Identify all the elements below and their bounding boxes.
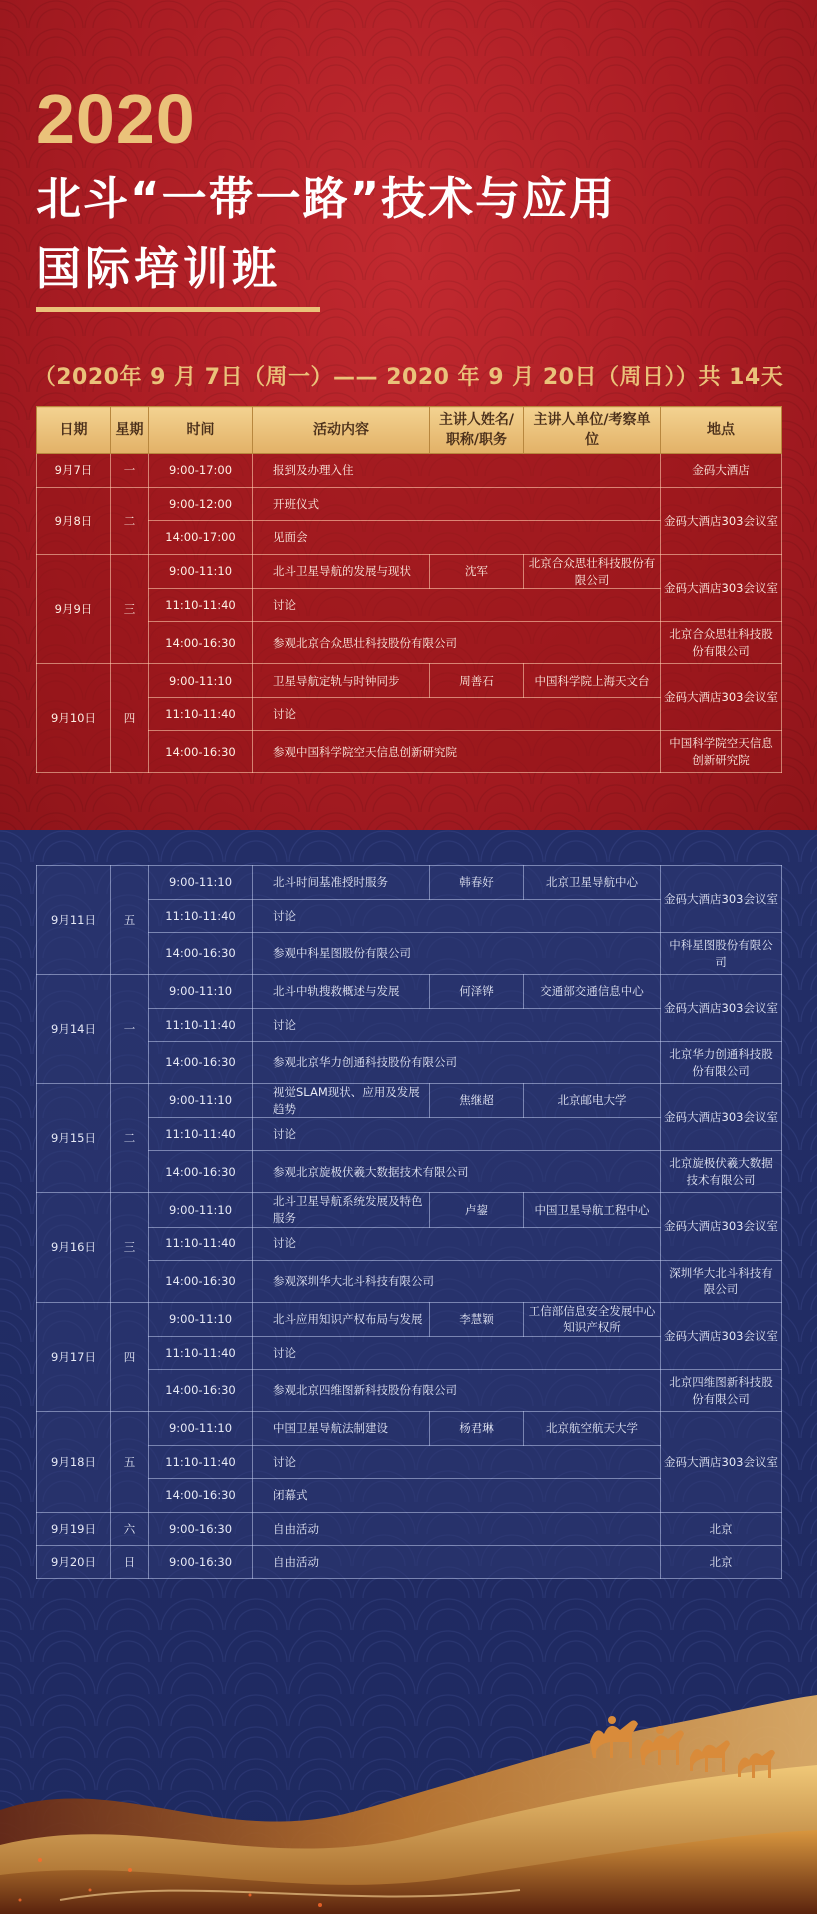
title-line-1: 北斗“一带一路”技术与应用 [36, 172, 617, 225]
table-row [37, 664, 782, 698]
cell-activity: 自由活动 [253, 1513, 661, 1546]
cell-activity: 参观中国科学院空天信息创新研究院 [253, 731, 661, 773]
cell-weekday: 一 [111, 975, 149, 1084]
cell-activity: 报到及办理入住 [253, 454, 661, 488]
cell-time: 9:00-11:10 [149, 975, 253, 1009]
cell-place: 金码大酒店303会议室 [661, 1084, 782, 1151]
cell-date: 9月7日 [37, 454, 111, 488]
cell-activity: 卫星导航定轨与时钟同步 [253, 664, 430, 698]
desert-caravan-illustration [0, 1660, 817, 1914]
cell-place: 北京四维图新科技股份有限公司 [661, 1370, 782, 1412]
cell-place: 金码大酒店 [661, 454, 782, 488]
cell-date: 9月14日 [37, 975, 111, 1084]
schedule-table-part1 [36, 406, 782, 773]
table-row [37, 1193, 782, 1227]
cell-weekday: 日 [111, 1546, 149, 1579]
table-row [37, 866, 782, 900]
cell-place: 金码大酒店303会议室 [661, 866, 782, 933]
table-row [37, 1260, 782, 1302]
cell-speaker: 何泽铧 [430, 975, 524, 1009]
cell-time: 11:10-11:40 [149, 1118, 253, 1151]
cell-weekday: 四 [111, 1302, 149, 1411]
cell-speaker: 沈军 [430, 555, 524, 589]
cell-activity: 讨论 [253, 1227, 661, 1260]
cell-time: 11:10-11:40 [149, 900, 253, 933]
cell-time: 9:00-11:10 [149, 555, 253, 589]
cell-place: 北京 [661, 1546, 782, 1579]
cell-speaker: 李慧颖 [430, 1302, 524, 1336]
cell-place: 中国科学院空天信息创新研究院 [661, 731, 782, 773]
cell-activity: 讨论 [253, 698, 661, 731]
cell-activity: 参观北京旋极伏羲大数据技术有限公司 [253, 1151, 661, 1193]
cell-time: 11:10-11:40 [149, 589, 253, 622]
cell-activity: 北斗卫星导航的发展与现状 [253, 555, 430, 589]
cell-date: 9月9日 [37, 555, 111, 664]
header-speaker: 主讲人姓名/职称/职务 [430, 407, 524, 454]
cell-speaker: 周善石 [430, 664, 524, 698]
cell-activity: 讨论 [253, 1446, 661, 1479]
cell-time: 9:00-11:10 [149, 1084, 253, 1118]
cell-time: 9:00-11:10 [149, 1302, 253, 1336]
cell-unit: 北京航空航天大学 [524, 1412, 661, 1446]
cell-date: 9月19日 [37, 1513, 111, 1546]
table-row [37, 454, 782, 488]
cell-date: 9月11日 [37, 866, 111, 975]
cell-speaker: 韩春好 [430, 866, 524, 900]
cell-unit: 北京邮电大学 [524, 1084, 661, 1118]
cell-activity: 见面会 [253, 521, 661, 555]
cell-time: 11:10-11:40 [149, 1009, 253, 1042]
cell-unit: 中国科学院上海天文台 [524, 664, 661, 698]
cell-place: 北京华力创通科技股份有限公司 [661, 1042, 782, 1084]
cell-activity: 参观深圳华大北斗科技有限公司 [253, 1260, 661, 1302]
cell-date: 9月8日 [37, 488, 111, 555]
title-line-2: 国际培训班 [36, 242, 282, 295]
cell-time: 9:00-16:30 [149, 1546, 253, 1579]
table-row [37, 1151, 782, 1193]
cell-date: 9月16日 [37, 1193, 111, 1302]
table-row [37, 1370, 782, 1412]
cell-weekday: 三 [111, 1193, 149, 1302]
cell-activity: 视觉SLAM现状、应用及发展趋势 [253, 1084, 430, 1118]
cell-time: 9:00-11:10 [149, 866, 253, 900]
table-row [37, 1302, 782, 1336]
cell-place: 金码大酒店303会议室 [661, 1412, 782, 1513]
cell-date: 9月10日 [37, 664, 111, 773]
table-row [37, 1412, 782, 1446]
schedule-body-part2 [37, 866, 782, 1579]
header-activity: 活动内容 [253, 407, 430, 454]
table-row [37, 731, 782, 773]
cell-place: 金码大酒店303会议室 [661, 1302, 782, 1369]
cell-place: 中科星图股份有限公司 [661, 933, 782, 975]
cell-unit: 北京合众思壮科技股份有限公司 [524, 555, 661, 589]
cell-activity: 北斗时间基准授时服务 [253, 866, 430, 900]
cell-weekday: 六 [111, 1513, 149, 1546]
cell-place: 深圳华大北斗科技有限公司 [661, 1260, 782, 1302]
cell-place: 金码大酒店303会议室 [661, 975, 782, 1042]
table-row [37, 555, 782, 589]
cell-activity: 讨论 [253, 900, 661, 933]
table-row [37, 488, 782, 521]
cell-place: 金码大酒店303会议室 [661, 1193, 782, 1260]
cell-speaker: 焦继超 [430, 1084, 524, 1118]
cell-activity: 自由活动 [253, 1546, 661, 1579]
cell-weekday: 五 [111, 866, 149, 975]
cell-unit: 北京卫星导航中心 [524, 866, 661, 900]
cell-time: 9:00-17:00 [149, 454, 253, 488]
cell-time: 11:10-11:40 [149, 1446, 253, 1479]
cell-activity: 讨论 [253, 1009, 661, 1042]
cell-place: 金码大酒店303会议室 [661, 555, 782, 622]
cell-unit: 工信部信息安全发展中心知识产权所 [524, 1302, 661, 1336]
cell-time: 11:10-11:40 [149, 698, 253, 731]
cell-time: 9:00-12:00 [149, 488, 253, 521]
cell-activity: 闭幕式 [253, 1479, 661, 1513]
date-range: （2020年 9 月 7日（周一）—— 2020 年 9 月 20日（周日））共 14天 [33, 365, 784, 390]
table-row [37, 975, 782, 1009]
cell-time: 14:00-16:30 [149, 622, 253, 664]
cell-weekday: 二 [111, 488, 149, 555]
table-row [37, 1546, 782, 1579]
cell-date: 9月18日 [37, 1412, 111, 1513]
header-weekday: 星期 [111, 407, 149, 454]
cell-activity: 讨论 [253, 1337, 661, 1370]
cell-weekday: 一 [111, 454, 149, 488]
cell-weekday: 三 [111, 555, 149, 664]
schedule-body-part1 [37, 454, 782, 773]
cell-activity: 参观北京四维图新科技股份有限公司 [253, 1370, 661, 1412]
cell-time: 9:00-11:10 [149, 1193, 253, 1227]
cell-time: 14:00-16:30 [149, 1260, 253, 1302]
cell-time: 9:00-11:10 [149, 664, 253, 698]
cell-activity: 讨论 [253, 1118, 661, 1151]
header-unit: 主讲人单位/考察单位 [524, 407, 661, 454]
table-row [37, 622, 782, 664]
schedule-table-part2 [36, 865, 782, 1579]
cell-place: 北京合众思壮科技股份有限公司 [661, 622, 782, 664]
cell-place: 北京旋极伏羲大数据技术有限公司 [661, 1151, 782, 1193]
year-heading: 2020 [36, 80, 196, 158]
cell-place: 金码大酒店303会议室 [661, 488, 782, 555]
table-row [37, 1513, 782, 1546]
cell-time: 14:00-17:00 [149, 521, 253, 555]
cell-unit: 交通部交通信息中心 [524, 975, 661, 1009]
cell-time: 11:10-11:40 [149, 1227, 253, 1260]
cell-time: 14:00-16:30 [149, 1151, 253, 1193]
cell-time: 14:00-16:30 [149, 933, 253, 975]
cell-date: 9月15日 [37, 1084, 111, 1193]
cell-weekday: 二 [111, 1084, 149, 1193]
cell-unit: 中国卫星导航工程中心 [524, 1193, 661, 1227]
title-underline [36, 307, 320, 312]
cell-activity: 参观中科星图股份有限公司 [253, 933, 661, 975]
cell-activity: 讨论 [253, 589, 661, 622]
cell-time: 14:00-16:30 [149, 1042, 253, 1084]
cell-date: 9月17日 [37, 1302, 111, 1411]
cell-weekday: 四 [111, 664, 149, 773]
cell-activity: 开班仪式 [253, 488, 661, 521]
cell-weekday: 五 [111, 1412, 149, 1513]
cell-time: 9:00-16:30 [149, 1513, 253, 1546]
cell-speaker: 卢鋆 [430, 1193, 524, 1227]
header-place: 地点 [661, 407, 782, 454]
cell-activity: 中国卫星导航法制建设 [253, 1412, 430, 1446]
cell-place: 金码大酒店303会议室 [661, 664, 782, 731]
table-row [37, 1042, 782, 1084]
cell-speaker: 杨君琳 [430, 1412, 524, 1446]
cell-activity: 北斗应用知识产权布局与发展 [253, 1302, 430, 1336]
header-time: 时间 [149, 407, 253, 454]
table-row [37, 1084, 782, 1118]
cell-date: 9月20日 [37, 1546, 111, 1579]
cell-activity: 参观北京合众思壮科技股份有限公司 [253, 622, 661, 664]
header-date: 日期 [37, 407, 111, 454]
cell-time: 11:10-11:40 [149, 1337, 253, 1370]
cell-activity: 北斗卫星导航系统发展及特色服务 [253, 1193, 430, 1227]
cell-time: 9:00-11:10 [149, 1412, 253, 1446]
cell-time: 14:00-16:30 [149, 1479, 253, 1513]
cell-time: 14:00-16:30 [149, 731, 253, 773]
cell-place: 北京 [661, 1513, 782, 1546]
cell-activity: 参观北京华力创通科技股份有限公司 [253, 1042, 661, 1084]
cell-activity: 北斗中轨搜救概述与发展 [253, 975, 430, 1009]
cell-time: 14:00-16:30 [149, 1370, 253, 1412]
table-header-row [37, 407, 782, 454]
table-row [37, 933, 782, 975]
